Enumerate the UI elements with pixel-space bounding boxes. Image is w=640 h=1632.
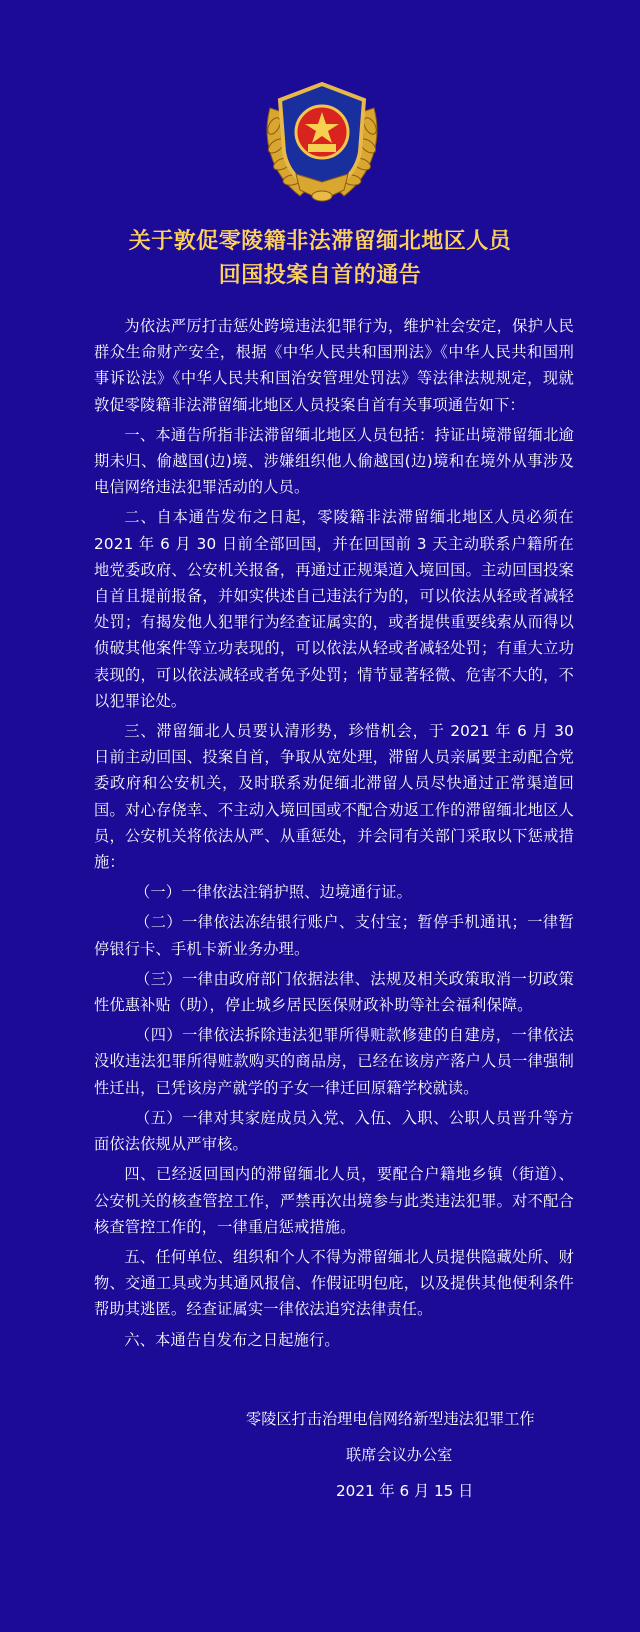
measure-3: （三）一律由政府部门依据法律、法规及相关政策取消一切政策性优惠补贴（助），停止城乡居民医保财政补助等社会福利保障。 — [94, 969, 574, 1015]
measure-1: （一）一律依法注销护照、边境通行证。 — [135, 883, 413, 902]
measure-5: （五）一律对其家庭成员入党、入伍、入职、公职人员晋升等方面依法依规从严审核。 — [94, 1108, 574, 1154]
signature-org-line2: 联席会议办公室 — [346, 1446, 453, 1464]
measure-2: （二）一律依法冻结银行账户、支付宝；暂停手机通讯；一律暂停银行卡、手机卡新业务办理。 — [94, 913, 574, 958]
paragraph-2: 二、自本通告发布之日起，零陵籍非法滞留缅北地区人员必须在 2021 年 6 月 30 日前全部回国，并在回国前 3 天主动联系户籍所在地党委政府、公安机关报备，再通过正规渠道入境回国。主动回国投案自首且提前报备，并如实供述自己违法行为的，可以依法从轻或者减轻处罚；有揭发他人犯罪行为经查证属实的，或者提供重要线索从而得以侦破其他案件等立功表现的，可以依法从轻或者减轻处罚；有重大立功表现的，可以依法减轻或者免予处罚；情节显著轻微、危害不大的，不以犯罪论处。 — [94, 508, 574, 710]
paragraph-1: 一、本通告所指非法滞留缅北地区人员包括：持证出境滞留缅北逾期未归、偷越国(边)境、涉嫌组织他人偷越国(边)境和在境外从事涉及电信网络违法犯罪活动的人员。 — [94, 425, 574, 497]
signature-date: 2021 年 6 月 15 日 — [336, 1482, 474, 1500]
paragraph-6: 六、本通告自发布之日起施行。 — [124, 1330, 340, 1349]
notice-title-line1: 关于敦促零陵籍非法滞留缅北地区人员 — [128, 229, 512, 254]
paragraph-5: 五、任何单位、组织和个人不得为滞留缅北人员提供隐藏处所、财物、交通工具或为其通风报信、作假证明包庇，以及提供其他便利条件帮助其逃匿。经查证属实一律依法追究法律责任。 — [94, 1247, 574, 1319]
paragraph-intro: 为依法严厉打击惩处跨境违法犯罪行为，维护社会安定，保护人民群众生命财产安全，根据《中华人民共和国刑法》《中华人民共和国刑事诉讼法》《中华人民共和国治安管理处罚法》等法律法规规定，现就敦促零陵籍非法滞留缅北地区人员投案自首有关事项通告如下： — [94, 317, 574, 414]
paragraph-4: 四、已经返回国内的滞留缅北人员，要配合户籍地乡镇（街道）、公安机关的核查管控工作，严禁再次出境参与此类违法犯罪。对不配合核查管控工作的，一律重启惩戒措施。 — [94, 1165, 574, 1236]
notice-body — [94, 313, 574, 1357]
police-emblem-icon — [252, 78, 392, 210]
measure-4: （四）一律依法拆除违法犯罪所得赃款修建的自建房，一律依法没收违法犯罪所得赃款购买的商品房，已经在该房产落户人员一律强制性迁出，已凭该房产就学的子女一律迁回原籍学校就读。 — [94, 1026, 574, 1097]
notice-title-line2: 回国投案自首的通告 — [218, 263, 422, 288]
signature-org-line1: 零陵区打击治理电信网络新型违法犯罪工作 — [246, 1410, 535, 1428]
paragraph-3: 三、滞留缅北人员要认清形势，珍惜机会，于 2021 年 6 月 30 日前主动回国、投案自首，争取从宽处理，滞留人员亲属要主动配合党委政府和公安机关，及时联系劝促缅北滞留人员尽快通过正常渠道回国。对心存侥幸、不主动入境回国或不配合劝返工作的滞留缅北地区人员，公安机关将依法从严、从重惩处，并会同有关部门采取以下惩戒措施： — [94, 722, 574, 872]
